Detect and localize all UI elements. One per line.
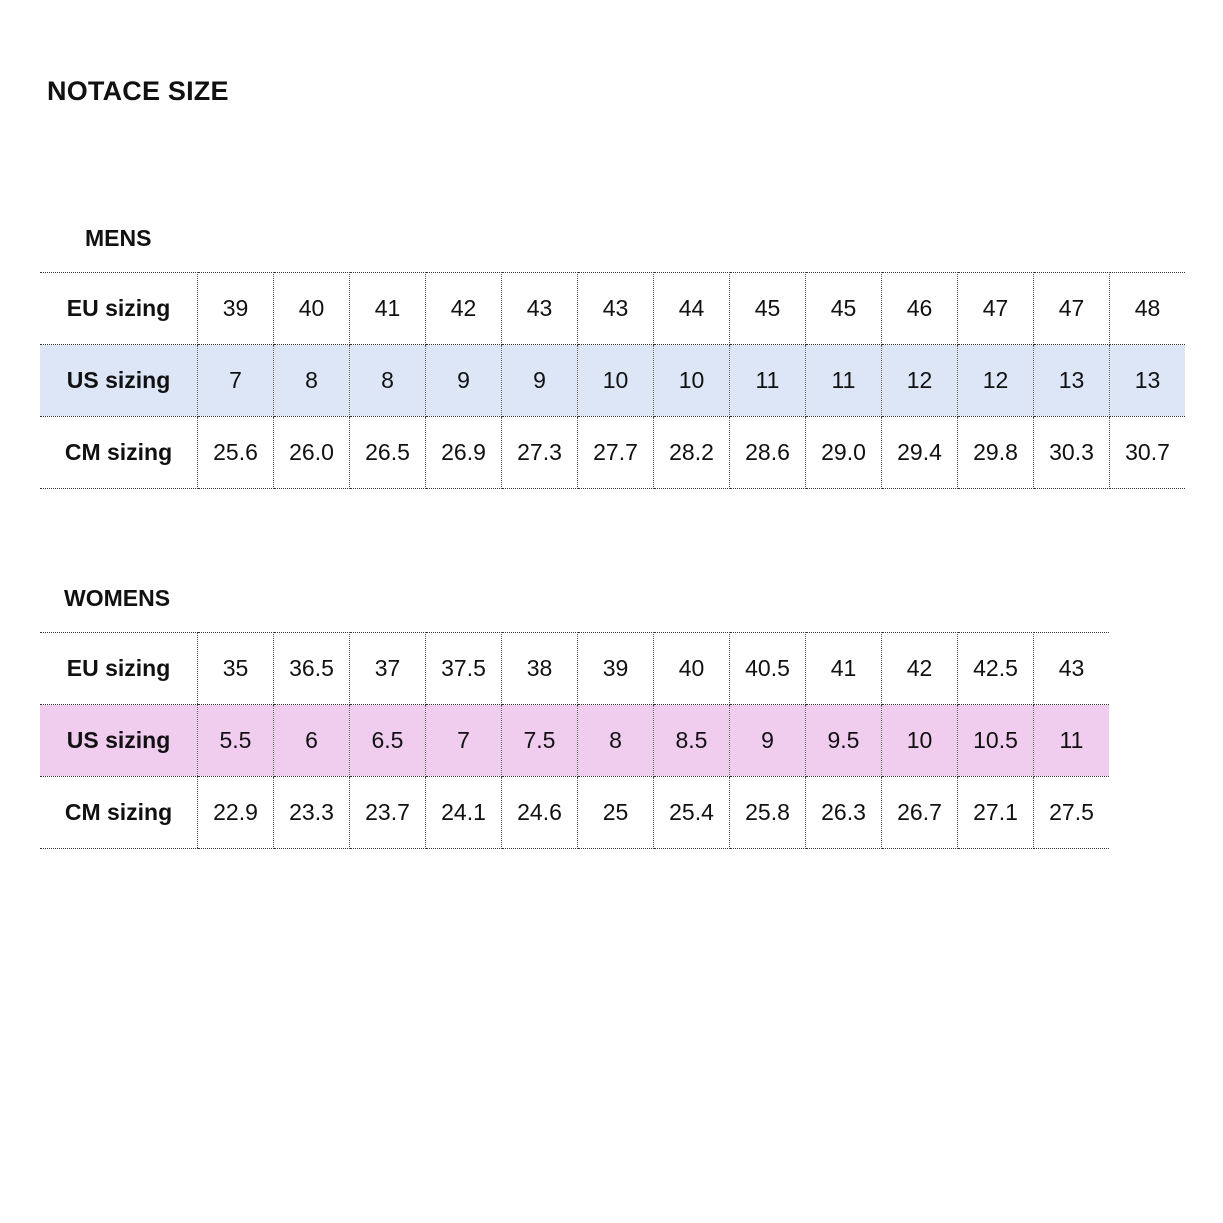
size-cell: 9.5 bbox=[806, 705, 882, 777]
size-cell: 12 bbox=[882, 345, 958, 417]
size-cell: 41 bbox=[350, 273, 426, 345]
womens-section-title: WOMENS bbox=[64, 585, 171, 611]
size-cell: 29.0 bbox=[806, 417, 882, 489]
size-cell: 35 bbox=[198, 633, 274, 705]
size-cell: 43 bbox=[502, 273, 578, 345]
size-cell: 28.2 bbox=[654, 417, 730, 489]
size-cell: 12 bbox=[958, 345, 1034, 417]
womens-size-table bbox=[40, 632, 1109, 849]
size-cell: 40 bbox=[274, 273, 350, 345]
size-cell: 13 bbox=[1110, 345, 1186, 417]
size-cell: 47 bbox=[958, 273, 1034, 345]
size-cell: 10 bbox=[578, 345, 654, 417]
row-label: EU sizing bbox=[40, 633, 198, 705]
size-cell: 39 bbox=[578, 633, 654, 705]
size-cell: 48 bbox=[1110, 273, 1186, 345]
size-cell: 8 bbox=[350, 345, 426, 417]
row-label: CM sizing bbox=[40, 417, 198, 489]
row-label: CM sizing bbox=[40, 777, 198, 849]
size-cell: 27.5 bbox=[1034, 777, 1110, 849]
size-cell: 7 bbox=[198, 345, 274, 417]
size-cell: 43 bbox=[578, 273, 654, 345]
size-cell: 24.1 bbox=[426, 777, 502, 849]
size-cell: 8 bbox=[274, 345, 350, 417]
row-label: US sizing bbox=[40, 705, 198, 777]
size-cell: 39 bbox=[198, 273, 274, 345]
size-cell: 42 bbox=[882, 633, 958, 705]
size-cell: 27.3 bbox=[502, 417, 578, 489]
size-cell: 5.5 bbox=[198, 705, 274, 777]
womens-cm-row bbox=[40, 777, 1109, 849]
size-cell: 7.5 bbox=[502, 705, 578, 777]
size-cell: 42.5 bbox=[958, 633, 1034, 705]
size-cell: 22.9 bbox=[198, 777, 274, 849]
size-cell: 23.7 bbox=[350, 777, 426, 849]
womens-us-row bbox=[40, 705, 1109, 777]
size-cell: 29.4 bbox=[882, 417, 958, 489]
size-cell: 26.5 bbox=[350, 417, 426, 489]
mens-cm-row bbox=[40, 417, 1185, 489]
size-cell: 8.5 bbox=[654, 705, 730, 777]
size-cell: 25.6 bbox=[198, 417, 274, 489]
page-title: NOTACE SIZE bbox=[47, 76, 229, 106]
size-cell: 38 bbox=[502, 633, 578, 705]
size-cell: 6.5 bbox=[350, 705, 426, 777]
size-cell: 24.6 bbox=[502, 777, 578, 849]
size-cell: 47 bbox=[1034, 273, 1110, 345]
size-cell: 30.7 bbox=[1110, 417, 1186, 489]
size-cell: 27.7 bbox=[578, 417, 654, 489]
size-cell: 6 bbox=[274, 705, 350, 777]
size-cell: 26.3 bbox=[806, 777, 882, 849]
womens-eu-row bbox=[40, 633, 1109, 705]
size-cell: 45 bbox=[806, 273, 882, 345]
size-cell: 42 bbox=[426, 273, 502, 345]
size-cell: 29.8 bbox=[958, 417, 1034, 489]
mens-section-title: MENS bbox=[85, 225, 152, 251]
size-cell: 44 bbox=[654, 273, 730, 345]
size-cell: 46 bbox=[882, 273, 958, 345]
size-cell: 25 bbox=[578, 777, 654, 849]
row-label: EU sizing bbox=[40, 273, 198, 345]
size-cell: 27.1 bbox=[958, 777, 1034, 849]
size-cell: 41 bbox=[806, 633, 882, 705]
size-cell: 45 bbox=[730, 273, 806, 345]
size-cell: 26.9 bbox=[426, 417, 502, 489]
size-cell: 11 bbox=[730, 345, 806, 417]
size-cell: 10.5 bbox=[958, 705, 1034, 777]
size-cell: 9 bbox=[502, 345, 578, 417]
size-cell: 28.6 bbox=[730, 417, 806, 489]
size-cell: 10 bbox=[882, 705, 958, 777]
size-cell: 9 bbox=[730, 705, 806, 777]
size-cell: 11 bbox=[1034, 705, 1110, 777]
size-cell: 40.5 bbox=[730, 633, 806, 705]
size-cell: 8 bbox=[578, 705, 654, 777]
size-cell: 37.5 bbox=[426, 633, 502, 705]
mens-size-table bbox=[40, 272, 1185, 489]
size-cell: 10 bbox=[654, 345, 730, 417]
size-cell: 37 bbox=[350, 633, 426, 705]
size-cell: 25.4 bbox=[654, 777, 730, 849]
size-cell: 25.8 bbox=[730, 777, 806, 849]
size-cell: 13 bbox=[1034, 345, 1110, 417]
size-cell: 23.3 bbox=[274, 777, 350, 849]
size-cell: 11 bbox=[806, 345, 882, 417]
mens-us-row bbox=[40, 345, 1185, 417]
size-cell: 26.0 bbox=[274, 417, 350, 489]
size-cell: 9 bbox=[426, 345, 502, 417]
size-cell: 36.5 bbox=[274, 633, 350, 705]
size-cell: 40 bbox=[654, 633, 730, 705]
size-cell: 43 bbox=[1034, 633, 1110, 705]
size-cell: 30.3 bbox=[1034, 417, 1110, 489]
row-label: US sizing bbox=[40, 345, 198, 417]
size-cell: 7 bbox=[426, 705, 502, 777]
size-cell: 26.7 bbox=[882, 777, 958, 849]
mens-eu-row bbox=[40, 273, 1185, 345]
